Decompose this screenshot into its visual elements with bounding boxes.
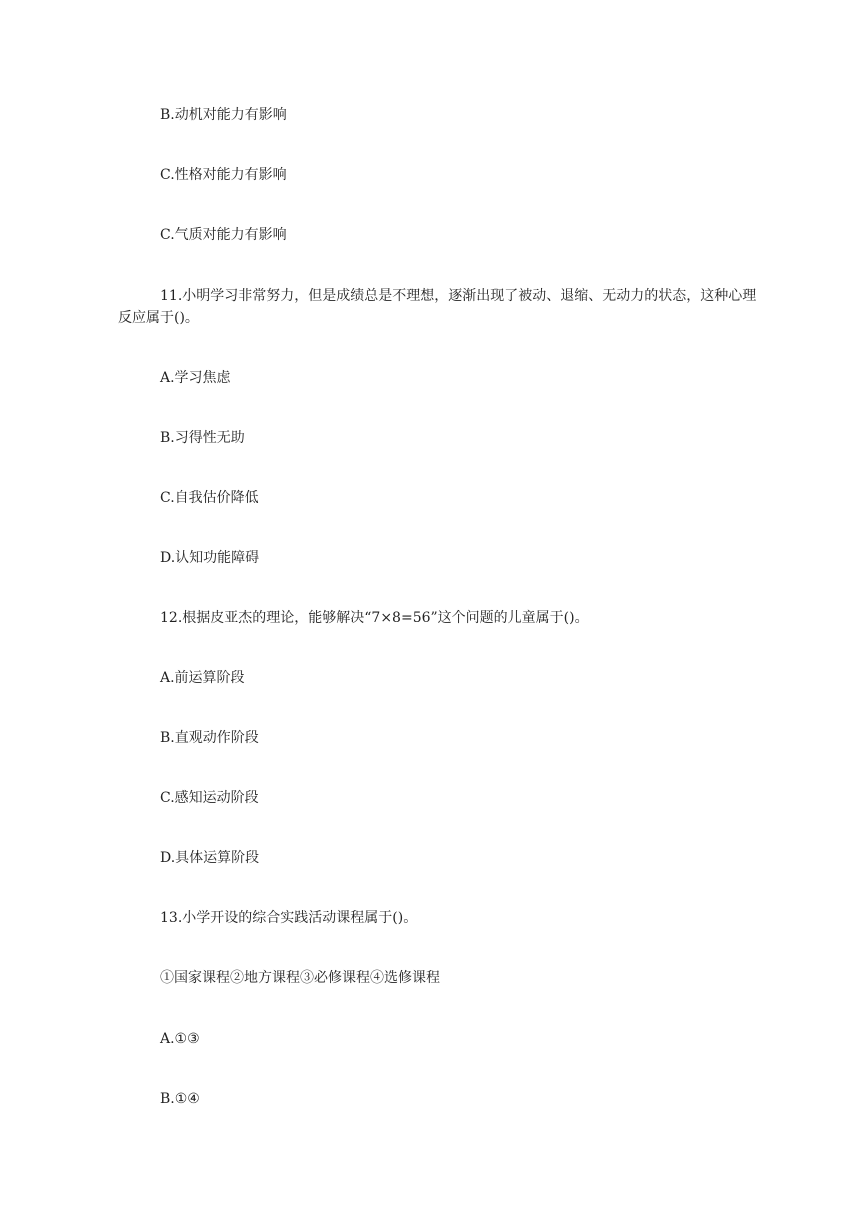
q12-option-d: D.具体运算阶段 <box>160 850 260 866</box>
q12-stem: 12.根据皮亚杰的理论，能够解决“7×8=56”这个问题的儿童属于()。 <box>160 610 589 626</box>
q11-option-b: B.习得性无助 <box>160 430 245 446</box>
q10-option-c-1: C.性格对能力有影响 <box>160 167 287 183</box>
q10-option-c-2: C.气质对能力有影响 <box>160 227 287 243</box>
q11-option-a: A.学习焦虑 <box>160 370 231 386</box>
q11-option-d: D.认知功能障碍 <box>160 550 260 566</box>
q13-option-a: A.①③ <box>160 1031 200 1047</box>
q10-option-b: B.动机对能力有影响 <box>160 107 287 123</box>
q13-stem: 13.小学开设的综合实践活动课程属于()。 <box>160 910 418 926</box>
q12-option-a: A.前运算阶段 <box>160 670 245 686</box>
q11-option-c: C.自我估价降低 <box>160 490 259 506</box>
q13-option-b: B.①④ <box>160 1091 200 1107</box>
q12-option-b: B.直观动作阶段 <box>160 730 259 746</box>
q11-stem: 11.小明学习非常努力，但是成绩总是不理想，逐渐出现了被动、退缩、无动力的状态，这种心理反应属于()。 <box>118 288 757 326</box>
q13-items: ①国家课程②地方课程③必修课程④选修课程 <box>160 970 440 986</box>
q12-option-c: C.感知运动阶段 <box>160 790 259 806</box>
